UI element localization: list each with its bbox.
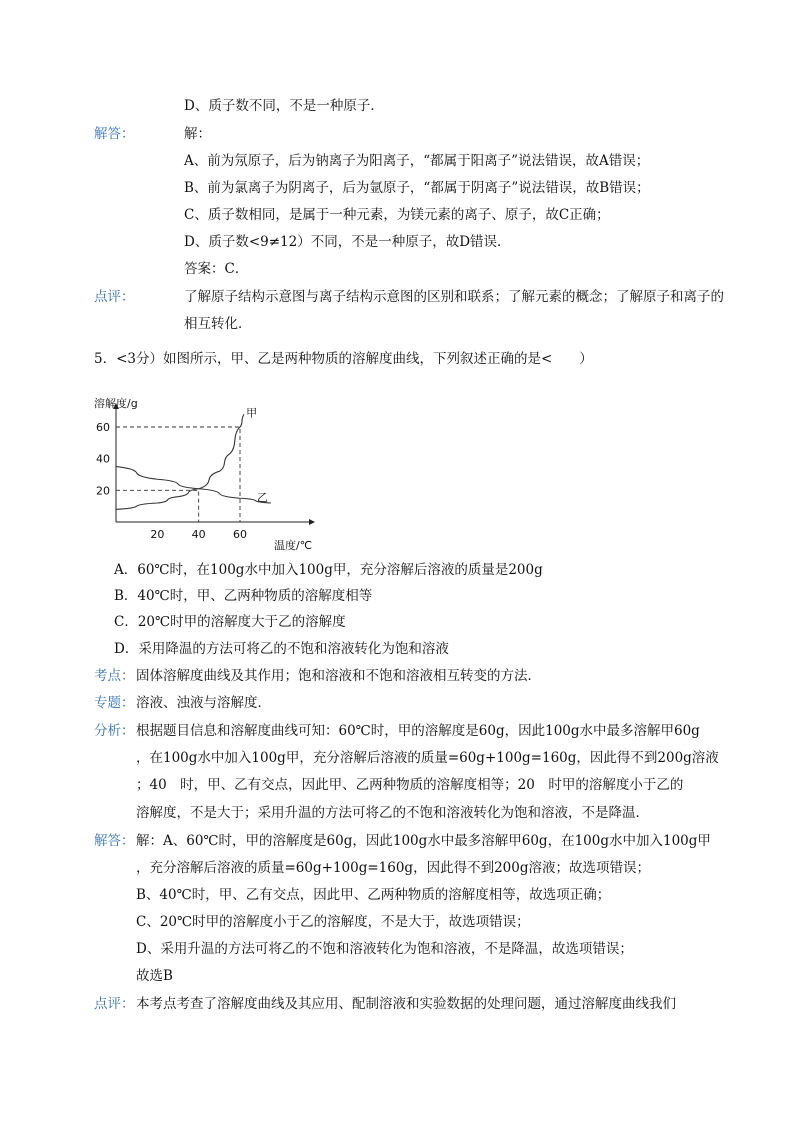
jieda-line: ，充分溶解后溶液的质量=60g+100g=160g，因此得不到200g溶液；故选项错误； [136, 860, 650, 876]
kaodian-tag: 考点： [94, 668, 135, 684]
y-tick-label: 40 [96, 452, 110, 466]
jieda-line: C、20℃时甲的溶解度小于乙的溶解度，不是大于，故选项错误； [136, 914, 530, 930]
fenxi-tag: 分析： [94, 723, 135, 739]
x-tick-label: 20 [150, 528, 165, 541]
answer-tag: 解答： [94, 126, 135, 142]
zhuanti-text: 溶液、浊液与溶解度． [136, 695, 271, 711]
x-axis-label: 温度/℃ [274, 539, 313, 552]
answer-line: C、质子数相同，是属于一种元素，为镁元素的离子、原子，故C正确； [184, 207, 610, 223]
pingping-tag: 点评： [94, 996, 135, 1012]
zhuanti-tag: 专题： [94, 695, 135, 711]
pingping-text: 本考点考查了溶解度曲线及其应用、配制溶液和实验数据的处理问题，通过溶解度曲线我们 [136, 996, 676, 1012]
kaodian-text: 固体溶解度曲线及其作用；饱和溶液和不饱和溶液相互转变的方法． [136, 668, 541, 684]
fenxi-line: 溶解度，不是大于；采用升温的方法可将乙的不饱和溶液转化为饱和溶液，不是降温． [136, 805, 649, 821]
prev-option-d: D、质子数不同，不是一种原子． [184, 98, 384, 114]
series-label: 乙 [257, 491, 268, 504]
answer-head: 解： [184, 126, 211, 142]
jieda-tag: 解答： [94, 833, 135, 849]
jieda-line: 故选B [136, 968, 173, 984]
y-tick-label: 60 [96, 421, 110, 434]
jieda-line: 解：A、60℃时，甲的溶解度是60g，因此100g水中最多溶解甲60g，在100g水中加入100g甲 [136, 833, 711, 849]
option-d: D．采用降温的方法可将乙的不饱和溶液转化为饱和溶液 [114, 641, 449, 657]
series-label: 甲 [246, 406, 258, 420]
answer-line: 答案：C． [184, 261, 249, 277]
comment-tag: 点评： [94, 289, 135, 305]
comment-line: 相互转化． [184, 316, 252, 332]
fenxi-line: ；40 时，甲、乙有交点，因此甲、乙两种物质的溶解度相等；20 时甲的溶解度小于乙的 [136, 777, 684, 793]
solubility-chart [92, 388, 332, 554]
comment-line: 了解原子结构示意图与离子结构示意图的区别和联系；了解元素的概念；了解原子和离子的 [184, 289, 724, 305]
x-tick-label: 40 [191, 528, 206, 541]
series-curve-甲 [116, 414, 244, 509]
jieda-line: B、40℃时，甲、乙有交点，因此甲、乙两种物质的溶解度相等，故选项正确； [136, 887, 611, 903]
option-b: B．40℃时，甲、乙两种物质的溶解度相等 [114, 588, 373, 604]
y-axis-label: 溶解度/g [94, 397, 138, 410]
fenxi-line: ，在100g水中加入100g甲，充分溶解后溶液的质量=60g+100g=160g，因此得不到200g溶液 [136, 750, 719, 766]
fenxi-line: 根据题目信息和溶解度曲线可知：60℃时，甲的溶解度是60g，因此100g水中最多溶解甲60g [136, 723, 700, 739]
guide-dashed-line [116, 427, 240, 522]
option-c: C．20℃时甲的溶解度大于乙的溶解度 [114, 614, 346, 630]
question-stem: 5．<3分）如图所示，甲、乙是两种物质的溶解度曲线，下列叙述正确的是< ） [94, 351, 593, 367]
answer-line: D、质子数<9≠12）不同，不是一种原子，故D错误． [184, 234, 511, 250]
option-a: A．60℃时，在100g水中加入100g甲，充分溶解后溶液的质量是200g [114, 562, 543, 578]
answer-line: A、前为氖原子，后为钠离子为阳离子，“都属于阳离子”说法错误，故A错误； [184, 153, 650, 169]
jieda-line: D、采用升温的方法可将乙的不饱和溶液转化为饱和溶液，不是降温，故选项错误； [136, 941, 633, 957]
series-curve-乙 [116, 467, 271, 503]
y-tick-label: 20 [96, 484, 110, 498]
answer-line: B、前为氯离子为阴离子，后为氩原子，“都属于阴离子”说法错误，故B错误； [184, 180, 650, 196]
x-tick-label: 60 [233, 528, 247, 541]
